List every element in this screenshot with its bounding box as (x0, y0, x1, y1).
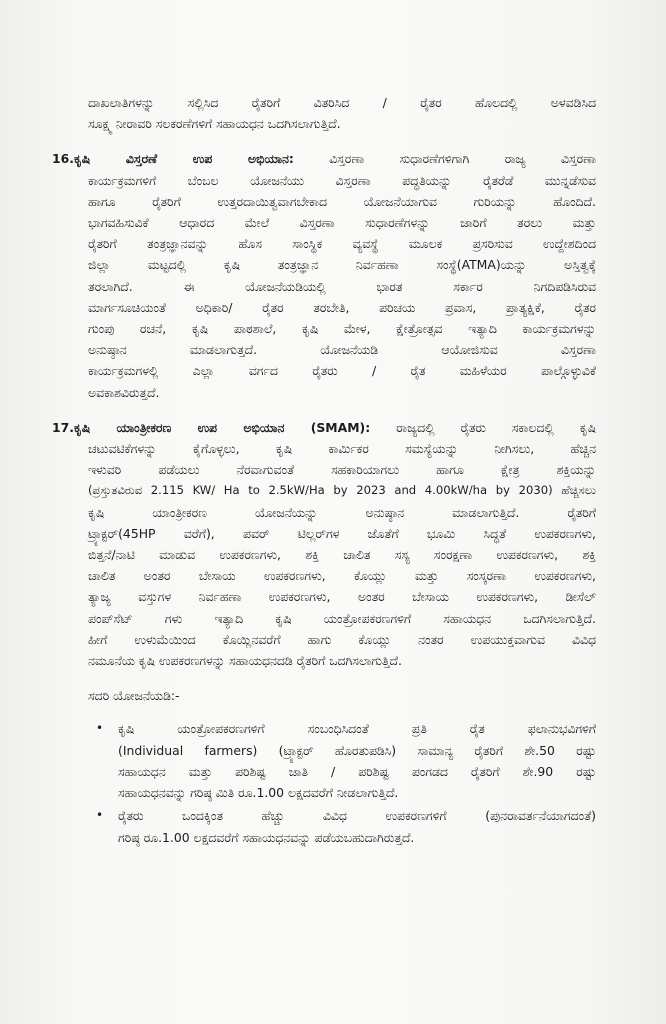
text-line: ಸಹಾಯಧನ ಮತ್ತು ಪರಿಶಿಷ್ಟ ಜಾತಿ / ಪರಿಶಿಷ್ಟ ಪಂಗಡದ ರೈತರಿಗೆ ಶೇ.90 ರಷ್ಟು (118, 763, 596, 779)
list-item (96, 718, 596, 803)
text-line: ಬಿತ್ತನೆ/ನಾಟಿ ಮಾಡುವ ಉಪಕರಣಗಳು, ಶಕ್ತಿ ಚಾಲಿತ ಸಸ್ಯ ಸಂರಕ್ಷಣಾ ಉಪಕರಣಗಳು, ಶಕ್ತಿ (88, 547, 596, 563)
text-line: ಕಾರ್ಯಕ್ರಮಗಳಲ್ಲಿ ಎಲ್ಲಾ ವರ್ಗದ ರೈತರು / ರೈತ ಮಹಿಳೆಯರ ಪಾಲ್ಗೊಳ್ಳುವಿಕೆ (88, 363, 596, 379)
section-16-heading: 16.ಕೃಷಿ ವಿಸ್ತರಣೆ ಉಪ ಅಭಿಯಾನ: (52, 151, 294, 167)
scheme-intro: ಸದರಿ ಯೋಜನೆಯಡಿ:- (88, 688, 180, 704)
text-line: ಕೃಷಿ ಯಂತ್ರೋಪಕರಣಗಳಿಗೆ ಸಂಬಂಧಿಸಿದಂತೆ ಪ್ರತಿ ರೈತ ಫಲಾನುಭವಿಗಳಿಗೆ (118, 721, 596, 737)
text-line: ರೈತರು ಒಂದಕ್ಕಿಂತ ಹೆಚ್ಚು ವಿವಿಧ ಉಪಕರಣಗಳಿಗೆ (ಪುನರಾವರ್ತನೆಯಾಗದಂತೆ) (118, 808, 596, 824)
text-line: ಟ್ರ್ಯಾಕ್ಟರ್(45HP ವರೆಗೆ), ಪವರ್ ಟಿಲ್ಲರ್‌ಗಳ ಜೊತೆಗೆ ಭೂಮಿ ಸಿದ್ಧತೆ ಉಪಕರಣಗಳು, (88, 525, 596, 541)
text-line: ಚಟುವಟಿಕೆಗಳನ್ನು ಕೈಗೊಳ್ಳಲು, ಕೃಷಿ ಕಾರ್ಮಿಕರ ಸಮಸ್ಯೆಯನ್ನು ನೀಗಿಸಲು, ಹೆಚ್ಚಿನ (88, 441, 596, 457)
bullet-list (52, 718, 596, 847)
text-line: ಅವಕಾಶವಿರುತ್ತದೆ. (88, 384, 160, 400)
text-line: ಭಾಗವಹಿಸುವಿಕೆ ಆಧಾರದ ಮೇಲೆ ವಿಸ್ತರಣಾ ಸುಧಾರಣೆಗಳನ್ನು ಜಾರಿಗೆ ತರಲು ಮತ್ತು (88, 215, 596, 231)
list-item (96, 805, 596, 847)
text-line: ಪಂಪ್‌ಸೆಟ್ ಗಳು ಇತ್ಯಾದಿ ಕೃಷಿ ಯಂತ್ರೋಪಕರಣಗಳಿಗೆ ಸಹಾಯಧನ ಒದಗಿಸಲಾಗುತ್ತಿದೆ. (88, 610, 596, 626)
text-line: ದಾಖಲಾತಿಗಳನ್ನು ಸಲ್ಲಿಸಿದ ರೈತರಿಗೆ ವಿತರಿಸಿದ / ರೈತರ ಹೊಲದಲ್ಲಿ ಅಳವಡಿಸಿದ (88, 95, 596, 110)
text-line: ರೈತರಿಗೆ ತಂತ್ರಜ್ಞಾನವನ್ನು ಹೊಸ ಸಾಂಸ್ಥಿಕ ವ್ಯವಸ್ಥೆ ಮೂಲಕ ಪ್ರಸರಿಸುವ ಉದ್ದೇಶದಿಂದ (88, 236, 596, 252)
text-line: ಹಾಗೂ ರೈತರಿಗೆ ಉತ್ತರದಾಯಿತ್ವವಾಗಬೇಕಾದ ಯೋಜನೆಯಾಗುವ ಗುರಿಯನ್ನು ಹೊಂದಿದೆ. (88, 193, 596, 209)
section-16 (52, 148, 596, 402)
bullet-icon: • (96, 808, 104, 823)
section-17-heading: 17.ಕೃಷಿ ಯಾಂತ್ರೀಕರಣ ಉಪ ಅಭಿಯಾನ (SMAM): (52, 419, 371, 435)
section-17 (52, 417, 596, 671)
text-line: ಜಿಲ್ಲಾ ಮಟ್ಟದಲ್ಲಿ ಕೃಷಿ ತಂತ್ರಜ್ಞಾನ ನಿರ್ವಹಣಾ ಸಂಸ್ಥೆ(ATMA)ಯನ್ನು ಅಸ್ತಿತ್ವಕ್ಕೆ (88, 257, 596, 273)
text-line: ಸೂಕ್ಷ್ಮ ನೀರಾವರಿ ಸಲಕರಣೆಗಳಿಗೆ ಸಹಾಯಧನ ಒದಗಿಸಲಾಗುತ್ತಿದೆ. (88, 116, 341, 132)
text-line: ಚಾಲಿತ ಅಂತರ ಬೇಸಾಯ ಉಪಕರಣಗಳು, ಕೊಯ್ಲು ಮತ್ತು ಸಂಸ್ಕರಣಾ ಉಪಕರಣಗಳು, (88, 568, 596, 584)
section-16-first-line (52, 148, 596, 169)
continuation-paragraph (52, 92, 596, 134)
section-17-first-line-text: ರಾಜ್ಯದಲ್ಲಿ ರೈತರು ಸಕಾಲದಲ್ಲಿ ಕೃಷಿ (396, 419, 596, 435)
bullet-icon: • (96, 721, 104, 736)
text-line: ಕೃಷಿ ಯಾಂತ್ರೀಕರಣ ಯೋಜನೆಯನ್ನು ಅನುಷ್ಠಾನ ಮಾಡಲಾಗುತ್ತಿದೆ. ರೈತರಿಗೆ (88, 504, 596, 520)
text-line: (Individual farmers) (ಟ್ರ್ಯಾಕ್ಟರ್ ಹೊರತುಪಡಿಸಿ) ಸಾಮಾನ್ಯ ರೈತರಿಗೆ ಶೇ.50 ರಷ್ಟು (118, 742, 596, 758)
text-line: ಹೀಗೆ ಉಳುಮೆಯಿಂದ ಕೊಯ್ಲಿನವರೆಗೆ ಹಾಗು ಕೊಯ್ಲು ನಂತರ ಉಪಯುಕ್ತವಾಗುವ ವಿವಿಧ (88, 631, 596, 647)
text-line: ಕಾರ್ಯಕ್ರಮಗಳಿಗೆ ಬೆಂಬಲ ಯೋಜನೆಯು ವಿಸ್ತರಣಾ ಪದ್ಧತಿಯನ್ನು ರೈತರೆಡೆ ಮುನ್ನಡೆಸುವ (88, 172, 596, 188)
text-line: ಗುಂಪು ರಚನೆ, ಕೃಷಿ ಪಾಠಶಾಲೆ, ಕೃಷಿ ಮೇಳ, ಕ್ಷೇತ್ರೋತ್ಸವ ಇತ್ಯಾದಿ ಕಾರ್ಯಕ್ರಮಗಳನ್ನು (88, 321, 596, 337)
text-line: ತರಲಾಗಿದೆ. ಈ ಯೋಜನೆಯಡಿಯಲ್ಲಿ ಭಾರತ ಸರ್ಕಾರ ನಿಗದಿಪಡಿಸಿರುವ (88, 278, 596, 294)
text-line: ಸಹಾಯಧನವನ್ನು ಗರಿಷ್ಠ ಮಿತಿ ರೂ.1.00 ಲಕ್ಷದವರೆಗೆ ನೀಡಲಾಗುತ್ತಿದೆ. (118, 785, 399, 801)
text-line: ತ್ಯಾಜ್ಯ ವಸ್ತುಗಳ ನಿರ್ವಹಣಾ ಉಪಕರಣಗಳು, ಅಂತರ ಬೇಸಾಯ ಉಪಕರಣಗಳು, ಡೀಸೆಲ್ (88, 589, 596, 605)
text-line: ಅನುಷ್ಠಾನ ಮಾಡಲಾಗುತ್ತದೆ. ಯೋಜನೆಯಡಿ ಆಯೋಜಿಸುವ ವಿಸ್ತರಣಾ (88, 342, 596, 358)
section-16-first-line-text: ವಿಸ್ತರಣಾ ಸುಧಾರಣೆಗಳಿಗಾಗಿ ರಾಜ್ಯ ವಿಸ್ತರಣಾ (329, 151, 596, 167)
text-line: ಗರಿಷ್ಠ ರೂ.1.00 ಲಕ್ಷದವರೆಗೆ ಸಹಾಯಧನವನ್ನು ಪಡೆಯಬಹುದಾಗಿರುತ್ತದೆ. (118, 829, 415, 845)
text-line: ನಮೂನೆಯ ಕೃಷಿ ಉಪಕರಣಗಳನ್ನು ಸಹಾಯಧನದಡಿ ರೈತರಿಗೆ ಒದಗಿಸಲಾಗುತ್ತಿದೆ. (88, 653, 402, 669)
text-line: ಮಾರ್ಗಸೂಚಿಯಂತೆ ಅಧಿಕಾರಿ/ ರೈತರ ತರಬೇತಿ, ಪರಿಚಯ ಪ್ರವಾಸ, ಪ್ರಾತ್ಯಕ್ಷಿಕೆ, ರೈತರ (88, 299, 596, 315)
text-line: (ಪ್ರಸ್ತುತವಿರುವ 2.115 KW/ Ha to 2.5kW/Ha by 2023 and 4.00kW/ha by 2030) ಹೆಚ್ಚಿಸಲು (88, 483, 596, 498)
text-line: ಇಳುವರಿ ಪಡೆಯಲು ನೆರವಾಗುವಂತೆ ಸಹಕಾರಿಯಾಗಲು ಹಾಗೂ ಕ್ಷೇತ್ರ ಶಕ್ತಿಯನ್ನು (88, 462, 596, 478)
section-17-first-line (52, 417, 596, 438)
